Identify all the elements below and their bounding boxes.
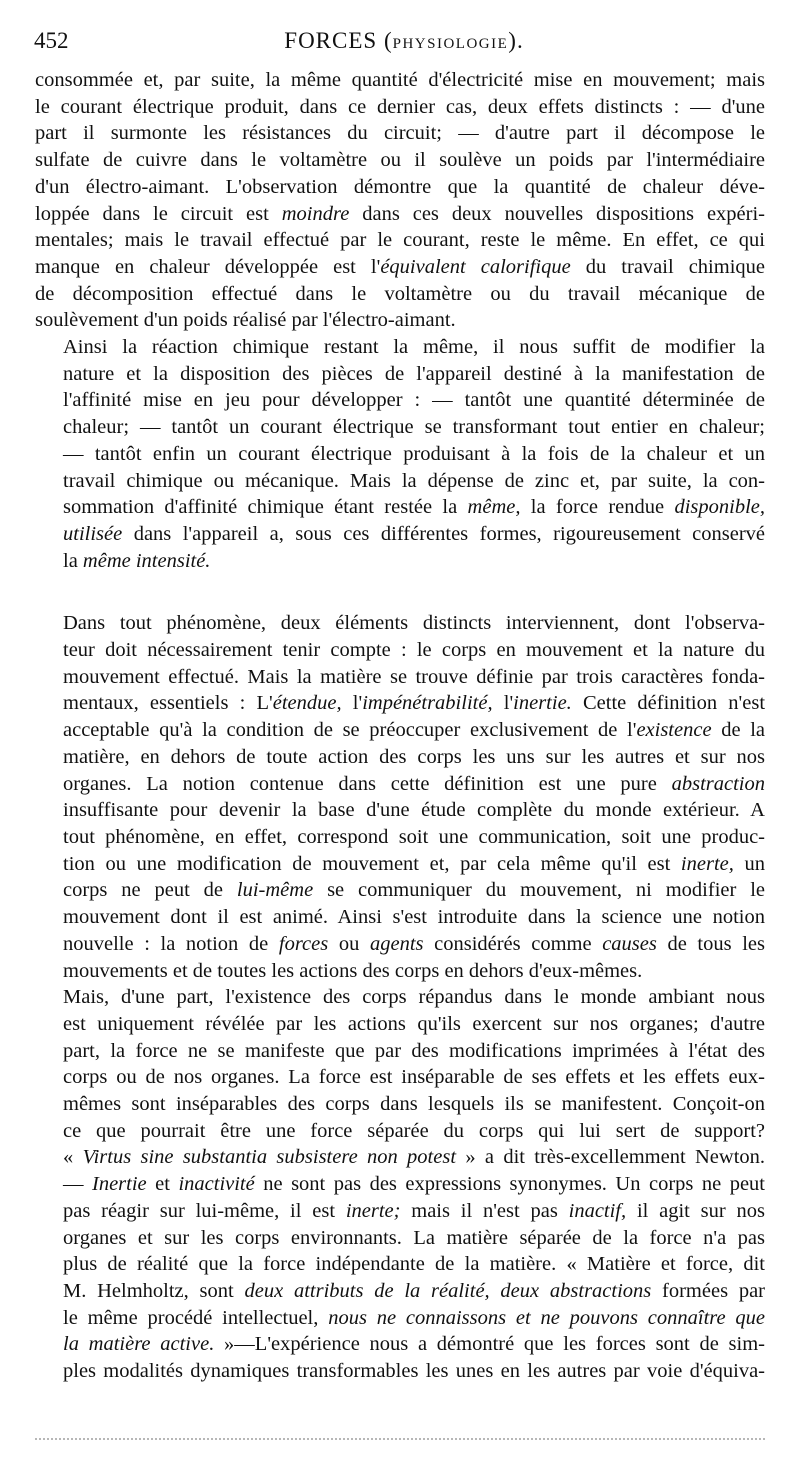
paragraph-2: Ainsi la réaction chimique restant la même, il nous suffit de modifier la nature et la disposition des pièces de l'appareil destiné à la manifestation de l'affinité mise en jeu pour développer : — tantôt une quantité déterminée de chaleur; — tantôt un courant électrique se transformant tout entier en chaleur; — tantôt enfin un courant électrique produisant à la fois de la chaleur et un travail chimique ou mécanique. Mais la dépense de zinc et, par suite, la con- sommation d'affinité chimique étant restée la même, la force rendue disponible, utilisée dans l'appareil a, sous ces différentes formes, rigoureusement conservé la même intensité. (63, 336, 766, 572)
paragraph-1: consommée et, par suite, la même quantité d'électricité mise en mouvement; mais le courant électrique produit, dans ce dernier cas, deux effets distincts : — d'une part il surmonte les résistances du circuit; — d'autre part il décompose le sulfate de cuivre dans le voltamètre ou il soulève un poids par l'intermédiaire d'un électro-aimant. L'observation démontre que la quantité de chaleur déve- loppée dans le circuit est moindre dans ces deux nouvelles dispositions expéri- mentales; mais le travail effectué par le courant, reste le même. En effet, ce qui manque en chaleur développée est l'équivalent calorifique du travail chimique de décomposition effectué dans le voltamètre ou du travail mécanique de soulèvement d'un poids réalisé par l'électro-aimant. (35, 69, 765, 332)
paragraph-3: Dans tout phénomène, deux éléments distincts interviennent, dont l'observa- teur doit nécessairement tenir compte : le corps en mouvement et la nature du mouvement effectué. Mais la matière se trouve définie par trois caractères fonda- mentaux, essentiels : L'étendue, l'impénétrabilité, l'inertie. Cette définition n'est acceptable qu'à la condition de se préoccuper exclusivement de l'existence de la matière, en dehors de toute action des corps les uns sur les autres et sur nos organes. La notion contenue dans cette définition est une pure abstraction insuffisante pour devenir la base d'une étude complète du monde extérieur. A tout phénomène, en effet, correspond soit une communication, soit une produc- tion ou une modification de mouvement et, par cela même qu'il est inerte, un corps ne peut de lui-même se communiquer du mouvement, ni modifier le mouvement dont il est animé. Ainsi s'est introduite dans la science une notion nouvelle : la notion de forces ou agents considérés comme causes de tous les mouvements et de toutes les actions des corps en dehors d'eux-mêmes. (63, 612, 766, 982)
running-title: FORCES (PHYSIOLOGIE). (284, 28, 524, 53)
page-header (34, 28, 774, 62)
paragraph-4: Mais, d'une part, l'existence des corps répandus dans le monde ambiant nous est uniquement révélée par les actions qu'ils exercent sur nos organes; d'autre part, la force ne se manifeste que par des modifications imprimées à l'état des corps ou de nos organes. La force est inséparable de ses effets et les effets eux- mêmes sont inséparables des corps dans lesquels ils se manifestent. Conçoit-on ce que pourrait être une force séparée du corps qui lui sert de support? « Virtus sine substantia subsistere non potest » a dit très-excellemment Newton. — Inertie et inactivité ne sont pas des expressions synonymes. Un corps ne peut pas réagir sur lui-même, il est inerte; mais il n'est pas inactif, il agit sur nos organes et sur les corps environnants. La matière séparée de la force n'a pas plus de réalité que la force indépendante de la matière. « Matière et force, dit M. Helmholtz, sont deux attributs de la réalité, deux abstractions formées par le même procédé intellectuel, nous ne connaissons et ne pouvons connaître que la matière active. »—L'expérience nous a démontré que les forces sont de sim- ples modalités dynamiques transformables les unes en les autres par voie d'équiva- (63, 986, 766, 1383)
page-bottom-rule (35, 1438, 765, 1446)
page-number: 452 (34, 28, 69, 53)
page-body (35, 67, 765, 1385)
